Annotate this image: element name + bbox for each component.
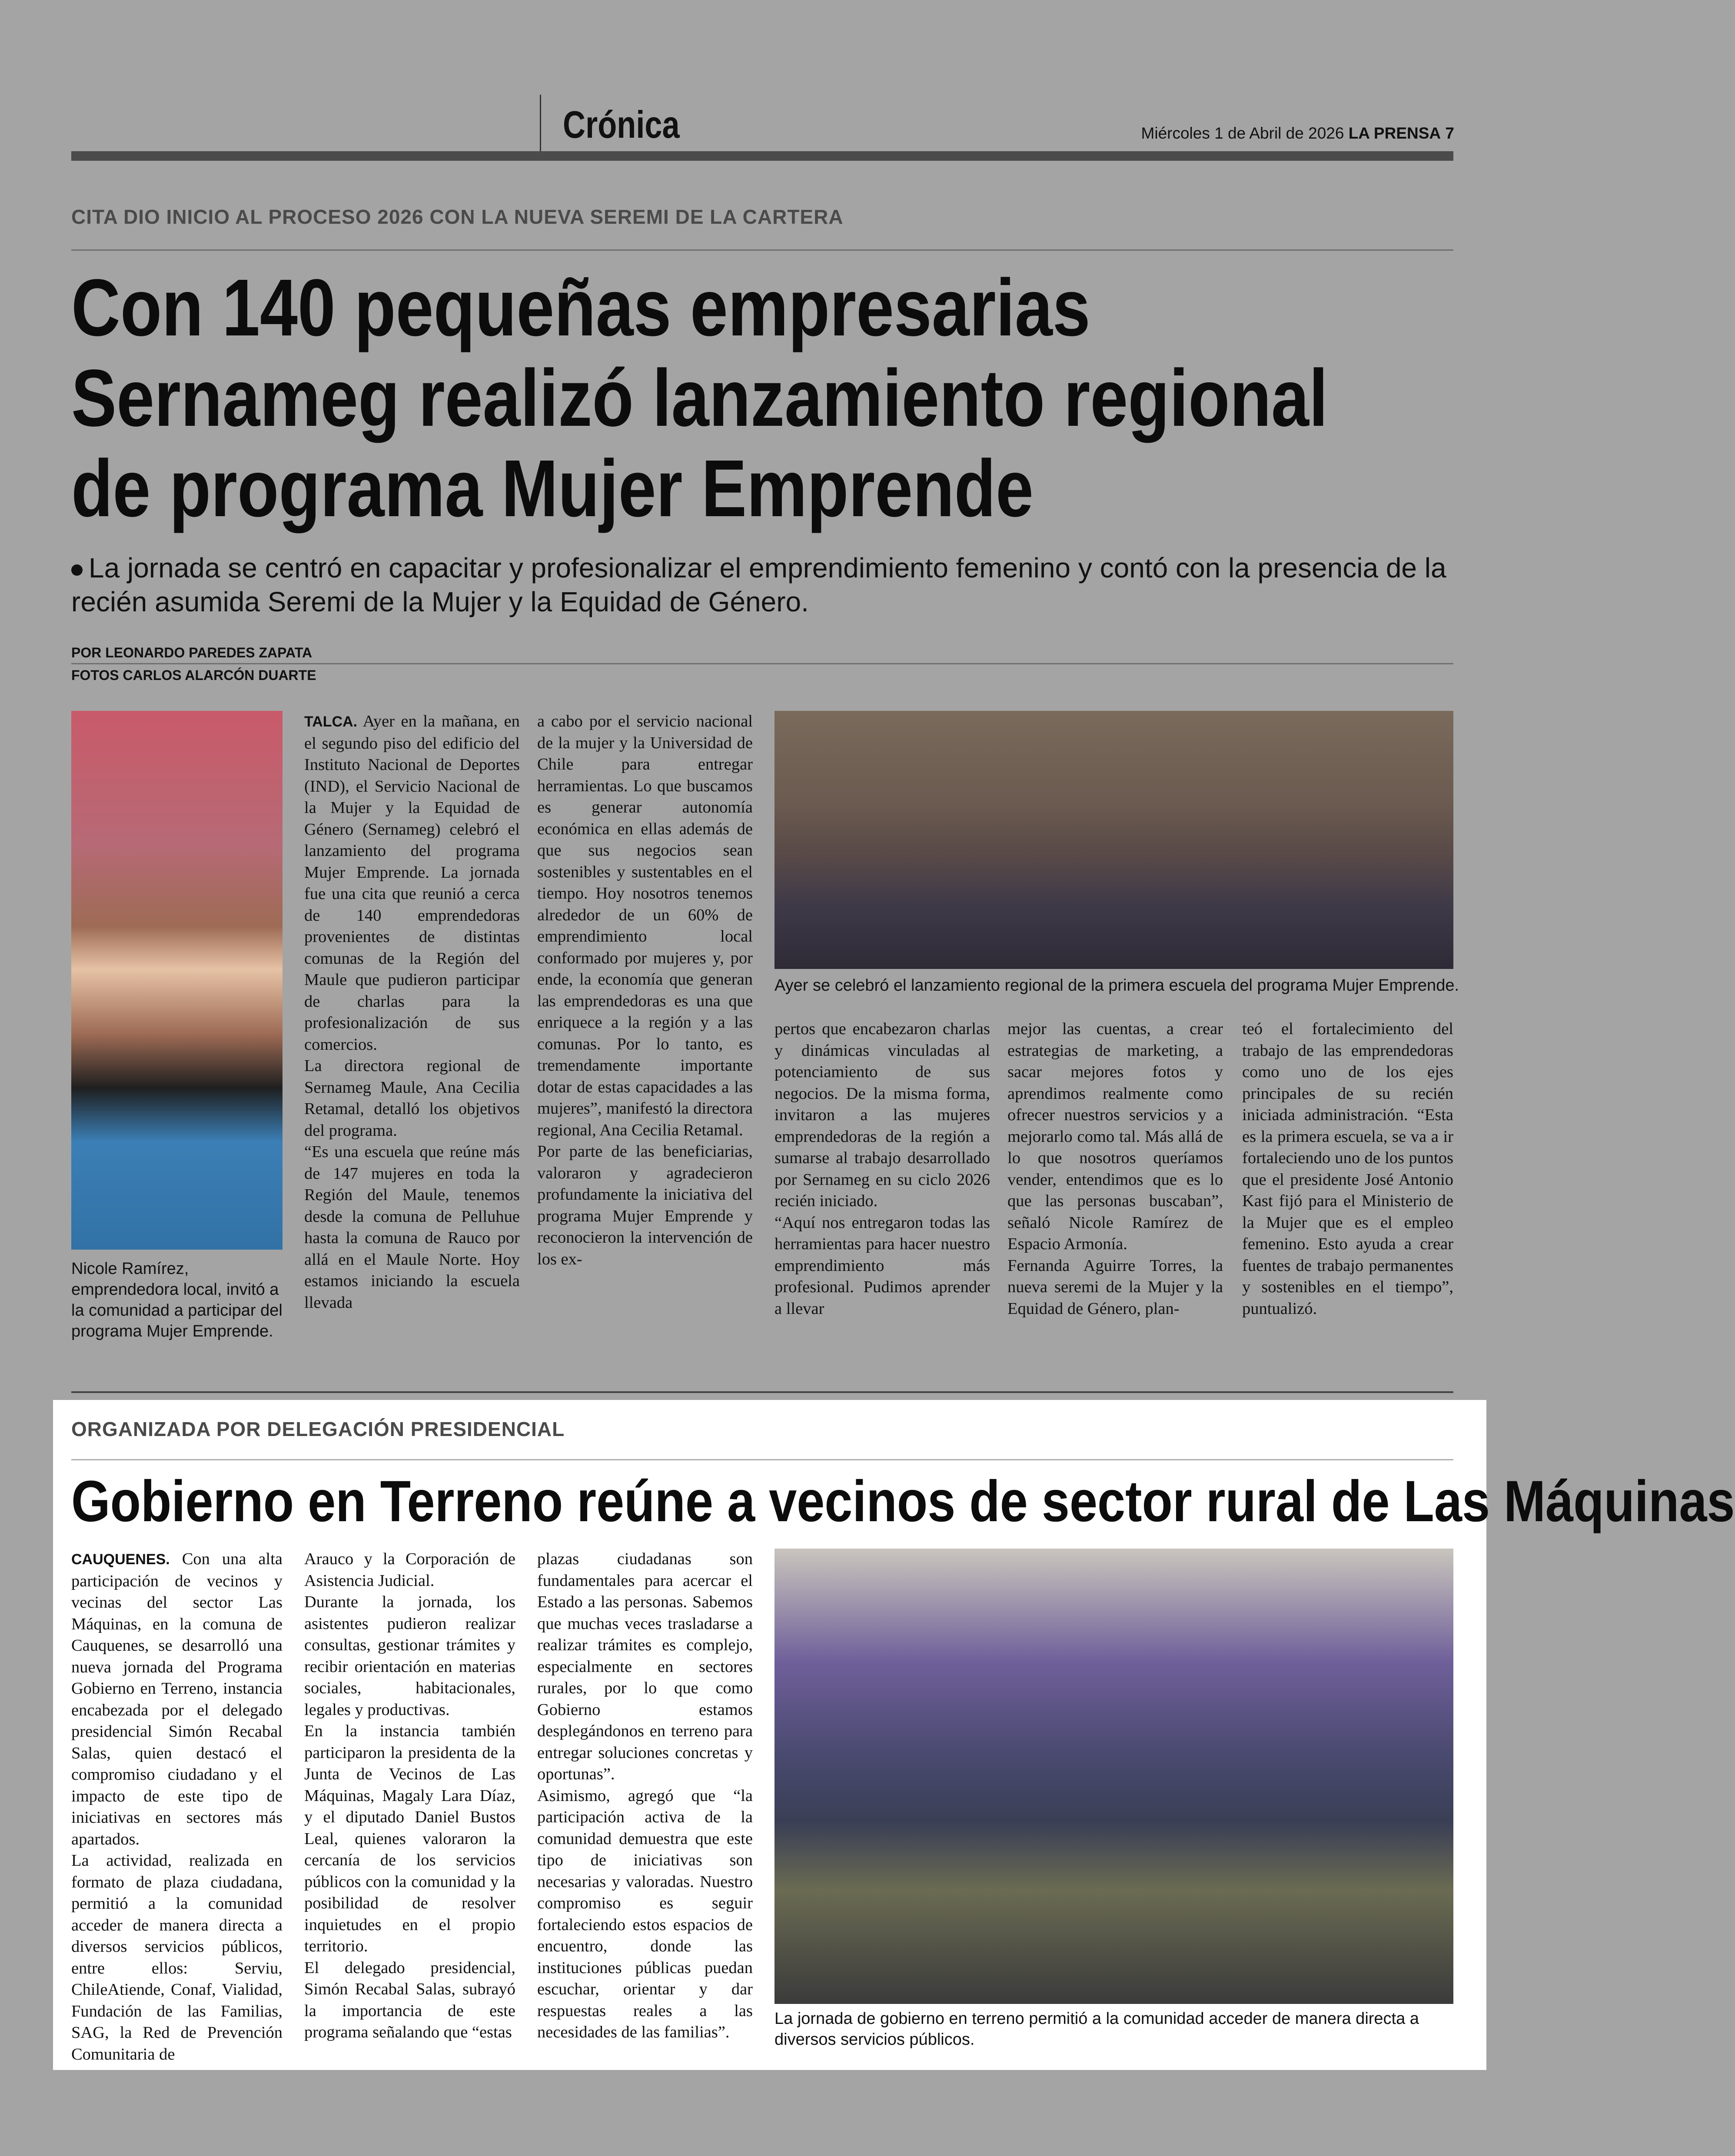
- header-divider: [540, 95, 541, 151]
- article1-column-2: [537, 711, 753, 1270]
- byline-rule: [71, 663, 1453, 664]
- article1-column-5: [1242, 1018, 1453, 1320]
- paper-name: LA PRENSA: [1348, 124, 1441, 142]
- government-photo-caption: La jornada de gobierno en terreno permitió a la comunidad acceder de manera directa a diversos servicios públicos.: [774, 2010, 1419, 2049]
- article1-column-1: [304, 711, 520, 1314]
- portrait-photo: [71, 711, 283, 1250]
- header-bar: [71, 151, 1453, 161]
- issue-date: Miércoles 1 de Abril de 2026: [1141, 124, 1344, 142]
- paragraph: Fernanda Aguirre Torres, la nueva seremi de la Mujer y la Equidad de Género, plan-: [1007, 1256, 1223, 1318]
- government-event-photo: [774, 1549, 1453, 2004]
- paragraph: Durante la jornada, los asistentes pudieron realizar consultas, gestionar trámites y recibir orientación en materias sociales, habitacionales, legales y productivas.: [304, 1593, 515, 1719]
- paragraph: “Aquí nos entregaron todas las herramientas para hacer nuestro emprendimiento más profesional. Pudimos aprender a llevar: [774, 1213, 990, 1318]
- article1-kicker: CITA DIO INICIO AL PROCESO 2026 CON LA NUEVA SEREMI DE LA CARTERA: [71, 206, 844, 228]
- byline: POR LEONARDO PAREDES ZAPATA: [71, 645, 312, 660]
- article-separator: [71, 1391, 1453, 1393]
- headline-line: Con 140 pequeñas empresarias: [71, 263, 1090, 353]
- paragraph: [304, 711, 520, 1055]
- paragraph-text: Con una alta participación de vecinos y vecinas del sector Las Máquinas, en la comuna de Cauquenes, se desarrolló una nueva jornada del Programa Gobierno en Terreno, instancia encabezada por el delegado presidencial Simón Recabal Salas, quien destacó el compromiso ciudadano y el impacto de este tipo de iniciativas en sectores más apartados.: [71, 1550, 283, 1848]
- paragraph: [71, 1549, 283, 1850]
- paragraph: En la instancia también participaron la presidenta de la Junta de Vecinos de Las Máquinas, Magaly Lara Díaz, y el diputado Daniel Bustos Leal, quienes valoraron la cercanía de los servicios públicos con la comunidad y la posibilidad de resolver inquietudes en el propio territorio.: [304, 1722, 515, 1955]
- paragraph: pertos que encabezaron charlas y dinámicas vinculadas al potenciamiento de sus negocios. De la misma forma, invitaron a las mujeres emprendedoras de la región a sumarse al trabajo desarrollado por Sernameg en su ciclo 2026 recién iniciado.: [774, 1020, 990, 1210]
- dateline: CAUQUENES.: [71, 1551, 170, 1568]
- paragraph: La actividad, realizada en formato de plaza ciudadana, permitió a la comunidad acceder de manera directa a diversos servicios públicos, entre ellos: Serviu, ChileAtiende, Conaf, Vialidad, Fundación de las Familias, SAG, la Red de Prevención Comunitaria de: [71, 1851, 283, 2063]
- article2-column-2: [304, 1549, 515, 2043]
- headline-line: Sernameg realizó lanzamiento regional: [71, 353, 1328, 443]
- paragraph: “Es una escuela que reúne más de 147 mujeres en toda la Región del Maule, tenemos desde la comuna de Pelluhue hasta la comuna de Rauco por allá en el Maule Norte. Hoy estamos iniciando la escuela llevada: [304, 1143, 520, 1312]
- article2-column-3: [537, 1549, 753, 2043]
- article1-lede: [71, 551, 1458, 619]
- paragraph: plazas ciudadanas son fundamentales para acercar el Estado a las personas. Sabemos que muchas veces trasladarse a realizar trámites es complejo, especialmente en sectores rurales, por lo que como Gobierno estamos desplegándonos en terreno para entregar soluciones concretas y oportunas”.: [537, 1550, 753, 1783]
- paragraph: mejor las cuentas, a crear estrategias de marketing, a sacar mejores fotos y aprendimos realmente como ofrecer nuestros servicios y a mejorarlo como tal. Más allá de lo que nosotros queríamos vender, entendimos que es lo que las personas buscaban”, señaló Nicole Ramírez de Espacio Armonía.: [1007, 1020, 1223, 1253]
- photo-credit: FOTOS CARLOS ALARCÓN DUARTE: [71, 667, 316, 683]
- paragraph: a cabo por el servicio nacional de la mujer y la Universidad de Chile para entregar herramientas. Lo que buscamos es generar autonomía económica en ellas además de que sus negocios sean sostenibles y sustentables en el tiempo. Hoy nosotros tenemos alrededor de un 60% de emprendimiento local conformado por mujeres y, por ende, la economía que generan las emprendedoras es una que enriquece a la región y a las comunas. Por lo tanto, es tremendamente importante dotar de estas capacidades a las mujeres”, manifestó la directora regional, Ana Cecilia Retamal.: [537, 712, 753, 1139]
- kicker-rule: [71, 249, 1453, 251]
- paragraph: El delegado presidencial, Simón Recabal Salas, subrayó la importancia de este programa señalando que “estas: [304, 1958, 515, 2041]
- kicker-rule: [71, 1459, 1453, 1460]
- paragraph: Por parte de las beneficiarias, valoraron y agradecieron profundamente la iniciativa del programa Mujer Emprende y reconocieron la intervención de los ex-: [537, 1142, 753, 1268]
- paragraph: Arauco y la Corporación de Asistencia Judicial.: [304, 1550, 515, 1590]
- article2-headline: Gobierno en Terreno reúne a vecinos de sector rural de Las Máquinas: [71, 1469, 1735, 1534]
- headline-line: de programa Mujer Emprende: [71, 444, 1034, 534]
- page-number: 7: [1445, 124, 1454, 142]
- paragraph-text: Ayer en la mañana, en el segundo piso del edificio del Instituto Nacional de Deportes (IND), el Servicio Nacional de la Mujer y la Equidad de Género (Sernameg) celebró el lanzamiento del programa Mujer Emprende. La jornada fue una cita que reunió a cerca de 140 emprendedoras provenientes de distintas comunas de la Región del Maule que pudieron participar de charlas para la profesionalización de sus comercios.: [304, 712, 520, 1054]
- paragraph: Asimismo, agregó que “la participación activa de la comunidad demuestra que este tipo de iniciativas son necesarias y valoradas. Nuestro compromiso es seguir fortaleciendo estos espacios de encuentro, donde las instituciones públicas puedan escuchar, orientar y dar respuestas reales a las necesidades de las familias”.: [537, 1786, 753, 2041]
- issue-info: [1141, 124, 1454, 143]
- event-photo-caption: Ayer se celebró el lanzamiento regional de la primera escuela del programa Mujer Emprende.: [774, 976, 1459, 995]
- lede-text: La jornada se centró en capacitar y profesionalizar el emprendimiento femenino y contó con la presencia de la recién asumida Seremi de la Mujer y la Equidad de Género.: [71, 552, 1446, 617]
- bullet-icon: [71, 564, 83, 576]
- article1-headline: [71, 263, 1386, 534]
- article2-column-1: [71, 1549, 283, 2065]
- section-name: Crónica: [563, 103, 680, 146]
- article2-kicker: ORGANIZADA POR DELEGACIÓN PRESIDENCIAL: [71, 1418, 565, 1440]
- paragraph: teó el fortalecimiento del trabajo de las emprendedoras como uno de los ejes principales de su recién iniciada administración. “Esta es la primera escuela, se va a ir fortaleciendo uno de los puntos que el presidente José Antonio Kast fijó para el Ministerio de la Mujer que es el empleo femenino. Esto ayuda a crear fuentes de trabajo permanentes y sostenibles en el tiempo”, puntualizó.: [1242, 1020, 1453, 1318]
- article1-column-3: [774, 1018, 990, 1320]
- event-photo: [774, 711, 1453, 969]
- paragraph: La directora regional de Sernameg Maule, Ana Cecilia Retamal, detalló los objetivos del programa.: [304, 1057, 520, 1140]
- dateline: TALCA.: [304, 713, 358, 730]
- article1-column-4: [1007, 1018, 1223, 1320]
- portrait-caption: Nicole Ramírez, emprendedora local, invitó a la comunidad a participar del programa Mujer Emprende.: [71, 1260, 283, 1340]
